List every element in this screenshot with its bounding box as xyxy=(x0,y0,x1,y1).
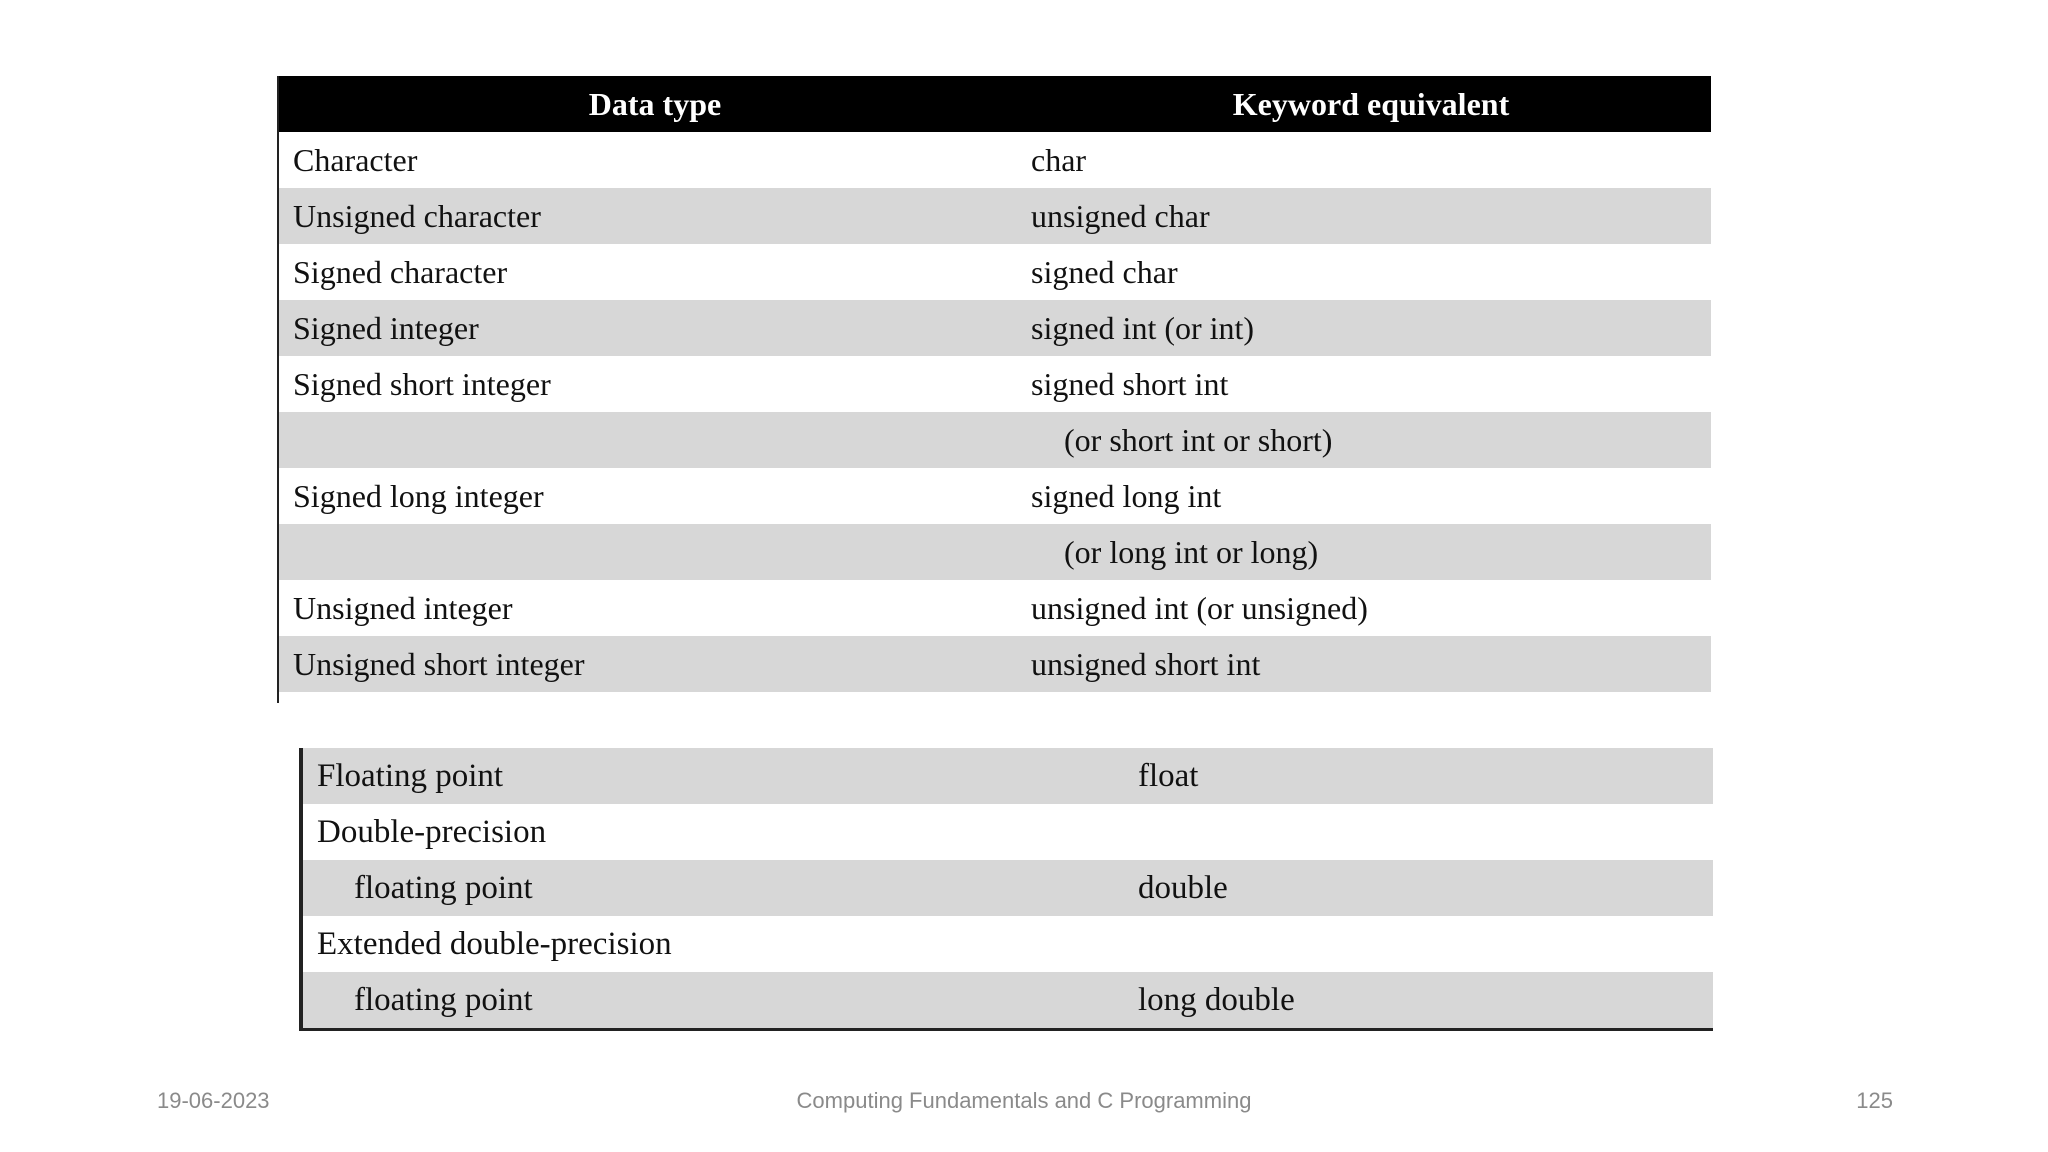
page-number: 125 xyxy=(1856,1088,1893,1113)
data-type-cell: Signed long integer xyxy=(293,477,544,514)
footer-date: 19-06-2023 xyxy=(157,1088,270,1113)
data-type-cell: Signed integer xyxy=(293,309,479,346)
table-row xyxy=(279,244,1711,300)
table-row xyxy=(279,356,1711,412)
data-type-table-integers xyxy=(277,76,1711,703)
data-type-cell: Signed character xyxy=(293,253,508,290)
keyword-cell: unsigned int (or unsigned) xyxy=(1031,589,1368,626)
keyword-cell: unsigned short int xyxy=(1031,645,1261,682)
data-type-cell: Floating point xyxy=(317,757,504,794)
data-type-cell: Unsigned integer xyxy=(293,589,513,626)
table-row xyxy=(303,916,1713,972)
keyword-cell: float xyxy=(1138,757,1199,794)
keyword-cell: signed char xyxy=(1031,253,1178,290)
table-row xyxy=(279,132,1711,188)
data-type-cell: Unsigned character xyxy=(293,197,541,234)
keyword-cell: signed long int xyxy=(1031,477,1222,514)
table-row xyxy=(279,524,1711,580)
footer-title: Computing Fundamentals and C Programming xyxy=(796,1088,1252,1113)
table-row xyxy=(279,412,1711,468)
data-type-cell: floating point xyxy=(354,981,533,1018)
keyword-cell: signed int (or int) xyxy=(1031,309,1255,346)
keyword-cell: signed short int xyxy=(1031,365,1229,402)
table-row xyxy=(279,300,1711,356)
data-type-cell: floating point xyxy=(354,869,533,906)
keyword-cell: char xyxy=(1031,141,1087,178)
table-row xyxy=(279,580,1711,636)
table-row xyxy=(279,188,1711,244)
table-row xyxy=(303,804,1713,860)
keyword-cell: long double xyxy=(1138,981,1295,1018)
keyword-cell: double xyxy=(1138,869,1228,906)
header-keyword-equivalent: Keyword equivalent xyxy=(1232,85,1510,122)
data-type-cell: Signed short integer xyxy=(293,365,551,402)
header-data-type: Data type xyxy=(588,85,722,122)
keyword-cell: (or short int or short) xyxy=(1064,421,1333,458)
data-type-cell: Extended double-precision xyxy=(317,925,672,962)
table-row xyxy=(303,748,1713,804)
keyword-cell: (or long int or long) xyxy=(1064,533,1319,570)
keyword-cell: unsigned char xyxy=(1031,197,1210,234)
data-type-cell: Unsigned short integer xyxy=(293,645,585,682)
table-row xyxy=(303,860,1713,916)
table-row xyxy=(279,636,1711,692)
table-row xyxy=(303,972,1713,1028)
table-row xyxy=(279,468,1711,524)
data-type-table-floating xyxy=(299,748,1713,1031)
table-header-row xyxy=(279,76,1711,132)
data-type-cell: Double-precision xyxy=(317,813,547,850)
data-type-cell: Character xyxy=(293,141,418,178)
